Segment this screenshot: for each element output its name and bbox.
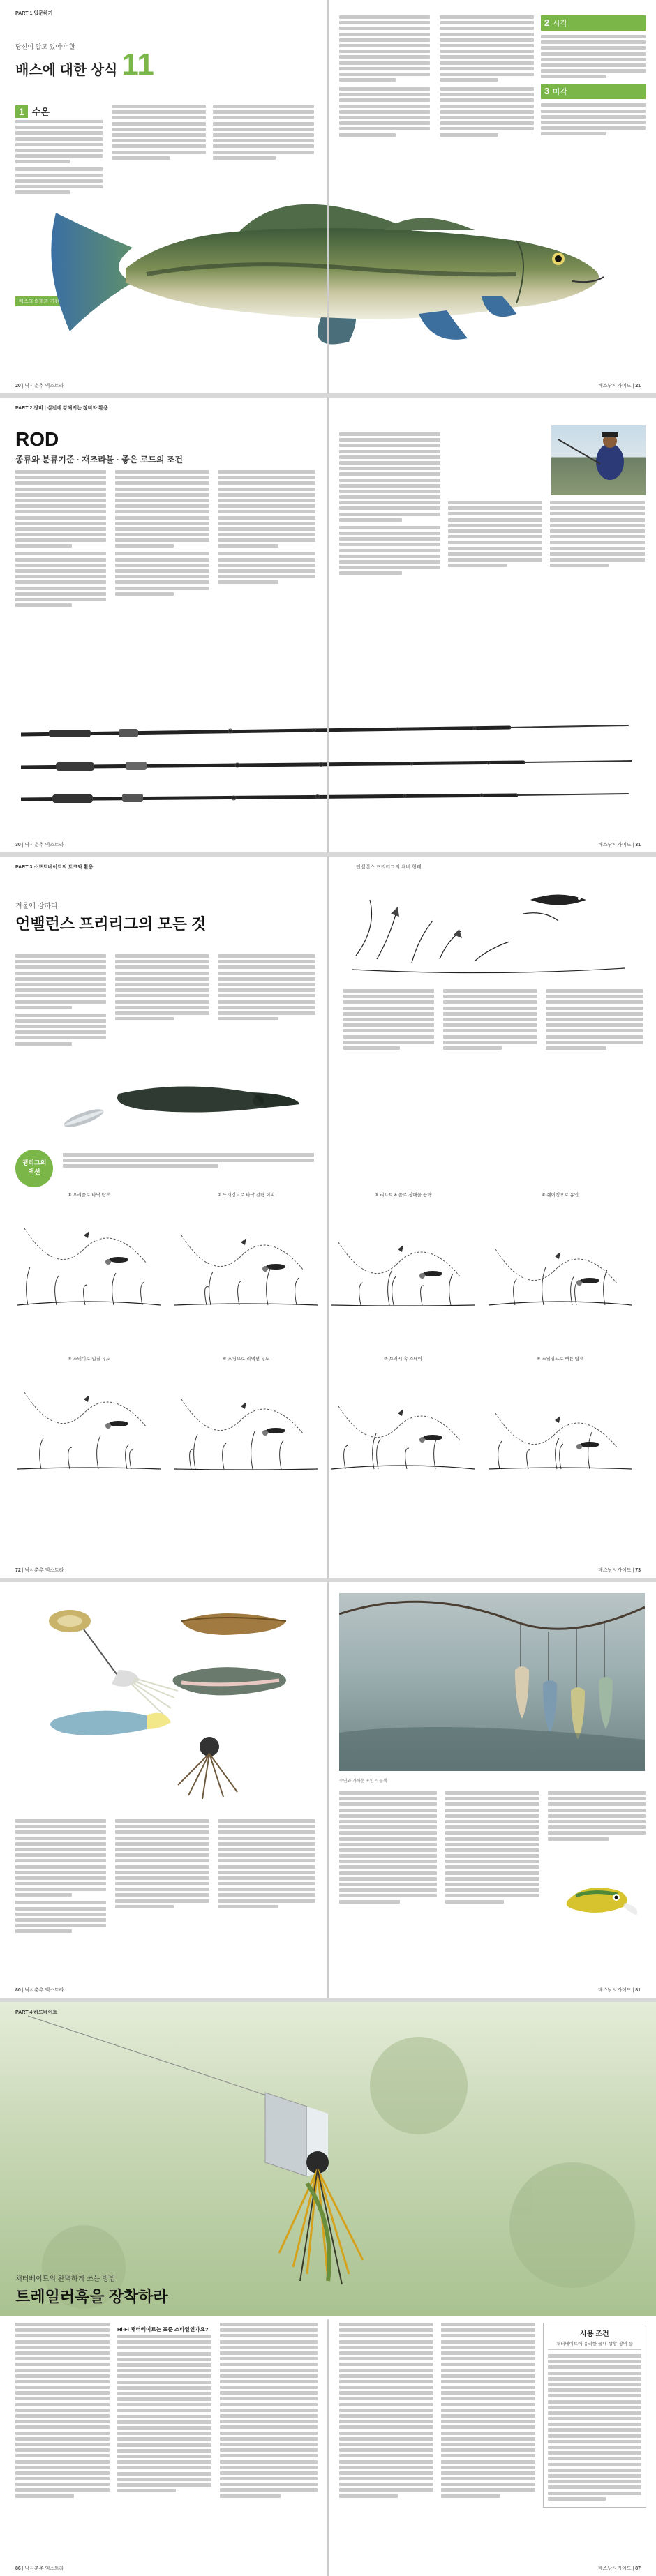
text-column	[115, 954, 209, 1023]
spread5-right-page	[328, 2319, 656, 2576]
text-column	[15, 120, 103, 196]
section-title: 수온	[31, 107, 50, 117]
folio-right: 배스낚시가이드 | 87	[598, 2566, 641, 2571]
action-diagram	[171, 1355, 321, 1512]
diagram-sketch	[171, 1200, 321, 1326]
rig-diagram	[349, 872, 628, 984]
section-title: 시각	[552, 20, 567, 28]
action-diagram	[485, 1355, 635, 1512]
text-column	[63, 1153, 314, 1170]
text-column	[546, 989, 643, 1052]
folio-right: 배스낚시가이드 | 21	[598, 384, 641, 389]
spread4-right-page	[328, 1582, 656, 1998]
action-diagram	[328, 1355, 478, 1512]
text-column	[448, 501, 542, 569]
text-column	[339, 15, 430, 139]
diagram-caption: ⑧ 스위밍으로 빠른 탐색	[536, 1357, 584, 1362]
fish-badge: 배스의 외형과 기관	[15, 296, 63, 306]
text-column	[115, 1819, 209, 1911]
spread4-left-page	[0, 1582, 328, 1998]
part-tag: PART 4 하드베이트	[15, 2010, 58, 2015]
title-number: 11	[121, 47, 154, 82]
angler-photo	[551, 425, 646, 495]
diagram-caption: ⑦ 브러시 속 스테이	[383, 1357, 423, 1362]
spread-unbalanced-free-rig	[0, 857, 656, 1578]
section-number: 3	[544, 86, 550, 97]
spread-rod	[0, 398, 656, 852]
diagram-caption: ② 드래깅으로 바닥 걸림 회피	[217, 1193, 275, 1198]
text-column	[218, 1819, 315, 1911]
condition-box	[543, 2323, 646, 2508]
folio-right: 배스낚시가이드 | 31	[598, 843, 641, 848]
text-column	[339, 432, 440, 578]
action-diagram	[14, 1355, 164, 1512]
section-title: 미각	[552, 88, 567, 97]
text-column	[218, 954, 315, 1023]
rig-diagram-label: 언밸런스 프리리그의 채비 형태	[356, 865, 422, 870]
action-diagram	[485, 1191, 635, 1348]
spread-chatterbait	[0, 2002, 656, 2576]
diagram-sketch	[328, 1200, 478, 1326]
section-number: 2	[544, 17, 550, 28]
kicker: 채터베이트의 완벽하게 쓰는 방법	[15, 2275, 116, 2283]
folio-left: 72 | 낚시춘추 엑스트라	[15, 1568, 64, 1573]
text-column	[339, 1791, 437, 1906]
part-tag: PART 1 입문하기	[15, 11, 53, 16]
box-title: 사용 조건	[580, 2330, 609, 2338]
diagram-caption: ⑥ 호핑으로 리액션 유도	[222, 1357, 270, 1362]
photo-caption: 수면과 가까운 포인트 물색	[339, 1779, 387, 1784]
action-badge: 챙리그의 액션	[15, 1150, 53, 1187]
text-column	[550, 501, 645, 569]
folio-left: 80 | 낚시춘추 엑스트라	[15, 1988, 64, 1993]
text-column	[15, 470, 106, 609]
lure-collection-photo	[14, 1593, 321, 1809]
folio-right: 배스낚시가이드 | 81	[598, 1988, 641, 1993]
text-column	[443, 989, 537, 1052]
diagram-sketch	[14, 1200, 164, 1326]
page-title: 트레일러훅을 장착하라	[15, 2288, 168, 2305]
text-column	[213, 105, 314, 162]
part-tag: PART 3 소프트베이트의 토크와 활용	[15, 865, 94, 870]
hanging-lures-photo	[339, 1593, 645, 1771]
text-column	[343, 989, 434, 1052]
text-column	[117, 2323, 211, 2494]
text-column	[115, 470, 209, 598]
sinker-and-worm-photo	[42, 1066, 307, 1150]
text-column	[15, 2323, 110, 2500]
diagram-caption: ① 프리폴로 바닥 탐색	[67, 1193, 111, 1198]
section-number: 1	[15, 105, 28, 118]
text-column	[339, 2323, 433, 2500]
page-title: 언밸런스 프리리그의 모든 것	[15, 915, 207, 933]
crankbait-photo	[558, 1875, 642, 1924]
action-diagram	[171, 1191, 321, 1348]
folio-left: 20 | 낚시춘추 엑스트라	[15, 384, 64, 389]
page-title: 배스에 대한 상식	[15, 63, 118, 78]
spread-bass-facts	[0, 0, 656, 393]
diagram-sketch	[485, 1200, 635, 1326]
page-title: ROD	[15, 428, 59, 450]
spread-spinnerbait-lures	[0, 1582, 656, 1998]
text-column	[440, 15, 534, 139]
diagram-caption: ⑤ 스테이로 입질 유도	[67, 1357, 111, 1362]
text-column	[220, 2323, 318, 2500]
folio-right: 배스낚시가이드 | 73	[598, 1568, 641, 1573]
text-column	[445, 1791, 539, 1906]
spread5-left-page	[0, 2319, 328, 2576]
kicker: 당신이 알고 있어야 할	[15, 43, 75, 50]
diagram-sketch	[171, 1364, 321, 1490]
action-diagram	[328, 1191, 478, 1348]
folio-left: 86 | 낚시춘추 엑스트라	[15, 2566, 64, 2571]
chatterbait-underwater-photo	[0, 2002, 656, 2316]
kicker: 겨울에 강하다	[15, 903, 58, 910]
text-column	[15, 954, 106, 1048]
diagram-caption: ④ 쉐이킹으로 유인	[541, 1193, 579, 1198]
text-column	[15, 1819, 106, 1936]
subheading: Hi-Fi 채터베이트는 표준 스타일인가요?	[117, 2326, 209, 2333]
action-diagram	[14, 1191, 164, 1348]
text-column	[548, 1791, 646, 1843]
diagram-sketch	[328, 1364, 478, 1490]
diagram-caption: ③ 리프트 & 폴로 장애물 공략	[374, 1193, 432, 1198]
diagram-sketch	[14, 1364, 164, 1490]
diagram-sketch	[485, 1364, 635, 1490]
page-subtitle: 종류와 분류기준 · 재조라볼 · 좋은 로드의 조건	[15, 455, 183, 465]
text-column	[441, 2323, 535, 2500]
text-column	[112, 105, 206, 162]
box-subtitle: 채터베이트에 유리한 물때·상황·장비 등	[548, 2340, 641, 2350]
part-tag: PART 2 장비 | 실전에 강해지는 장비와 활용	[15, 406, 108, 411]
folio-left: 30 | 낚시춘추 엑스트라	[15, 843, 64, 848]
text-column	[218, 470, 315, 587]
